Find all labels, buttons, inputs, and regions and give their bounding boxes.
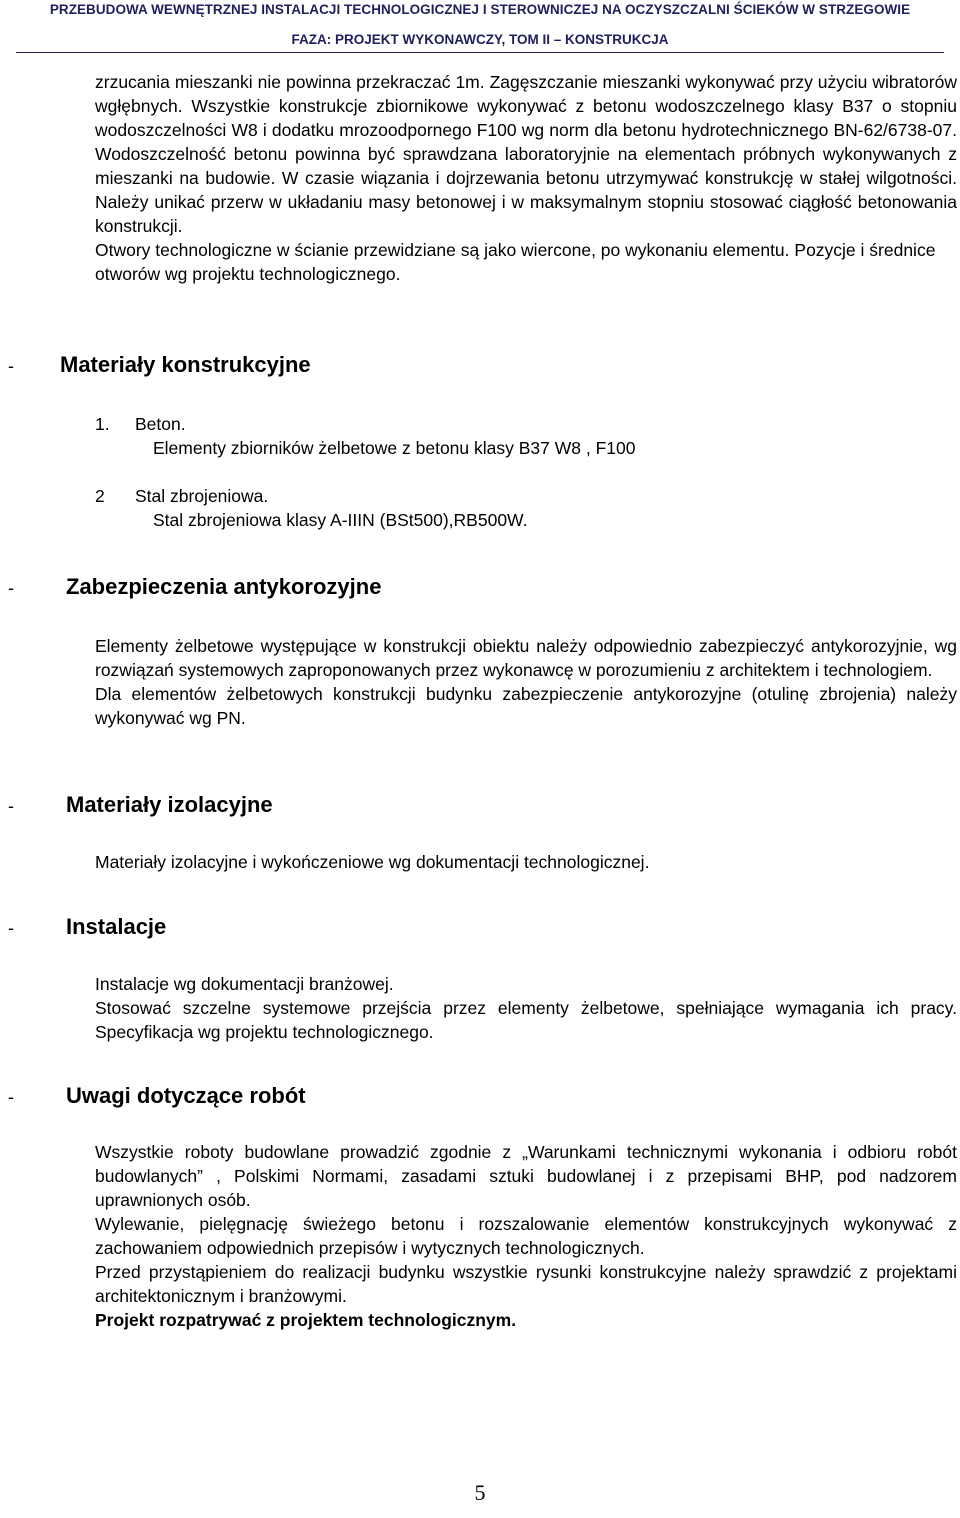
izolacyjne-paragraph: Materiały izolacyjne i wykończeniowe wg dokumentacji technologicznej.: [95, 852, 650, 872]
list-number: 2: [95, 486, 105, 506]
intro-paragraph-concrete: zrzucania mieszanki nie powinna przekraczać 1m. Zagęszczanie mieszanki wykonywać przy użyciu wibratorów wgłębnych. Wszystkie konstrukcje zbiornikowe wykonywać z betonu wodoszczelnego klasy B37 o stopniu wodoszczelności W8 i dodatku mrozoodpornego F100 wg norm dla betonu hydrotechnicznego BN-62/6738-07. Wodoszczelność betonu powinna być sprawdzana laboratoryjnie na elementach próbnych wykonywanych z mieszanki na budowie. W czasie wiązania i dojrzewania betonu utrzymywać konstrukcję w stałej wilgotności. Należy unikać przerw w układaniu masy betonowej i w maksymalnym stopniu stosować ciągłość betonowania konstrukcji.: [95, 72, 957, 236]
section-title: Uwagi dotyczące robót: [66, 1083, 306, 1108]
section-dash: -: [8, 1087, 14, 1107]
uwagi-paragraph-4: Projekt rozpatrywać z projektem technologicznym.: [95, 1310, 517, 1330]
list-number: 1.: [95, 414, 110, 434]
section-title: Zabezpieczenia antykorozyjne: [66, 574, 382, 599]
zabezpieczenia-paragraph-1: Elementy żelbetowe występujące w konstrukcji obiektu należy odpowiednio zabezpieczyć antykorozyjnie, wg rozwiązań systemowych zaproponowanych przez wykonawcę w porozumieniu z architektem i technologiem.: [95, 636, 957, 680]
section-dash: -: [8, 578, 14, 598]
section-title: Materiały izolacyjne: [66, 792, 273, 817]
uwagi-block: [95, 1140, 957, 1332]
instalacje-paragraph-2: Stosować szczelne systemowe przejścia przez elementy żelbetowe, spełniające wymagania ich pracy. Specyfikacja wg projektu technologicznego.: [95, 998, 957, 1042]
list-item: [95, 412, 957, 436]
instalacje-block: [95, 972, 957, 1044]
section-heading-materialy: [8, 352, 948, 378]
izolacyjne-block: [95, 850, 957, 874]
list-item-text: Stal zbrojeniowa klasy A-IIIN (BSt500),RB500W.: [153, 510, 528, 530]
uwagi-paragraph-3: Przed przystąpieniem do realizacji budynku wszystkie rysunki konstrukcyjne należy sprawdzić z projektami architektonicznym i branżowymi.: [95, 1262, 957, 1306]
list-item-title: Stal zbrojeniowa.: [135, 486, 269, 506]
header-rule: [16, 52, 944, 53]
section-title: Materiały konstrukcyjne: [60, 352, 311, 377]
intro-paragraph-openings: Otwory technologiczne w ścianie przewidziane są jako wiercone, po wykonaniu elementu. Pozycje i średnice otworów wg projektu technologicznego.: [95, 240, 936, 284]
section-title: Instalacje: [66, 914, 167, 939]
list-item-title: Beton.: [135, 414, 186, 434]
section-dash: -: [8, 918, 14, 938]
section-heading-zabezpieczenia: [8, 574, 948, 600]
header-project-title: PRZEBUDOWA WEWNĘTRZNEJ INSTALACJI TECHNOLOGICZNEJ I STEROWNICZEJ NA OCZYSZCZALNI ŚCIEKÓW W STRZEGOWIE: [49, 2, 911, 17]
section-dash: -: [8, 796, 14, 816]
section-heading-instalacje: [8, 914, 948, 940]
document-header: [0, 0, 960, 53]
header-phase: FAZA: PROJEKT WYKONAWCZY, TOM II – KONSTRUKCJA: [291, 32, 669, 47]
list-item: [95, 484, 957, 508]
uwagi-paragraph-1: Wszystkie roboty budowlane prowadzić zgodnie z „Warunkami technicznymi wykonania i odbioru robót budowlanych” , Polskimi Normami, zasadami sztuki budowlanej i z przepisami BHP, pod nadzorem uprawnionych osób.: [95, 1142, 957, 1210]
list-item-text: Elementy zbiorników żelbetowe z betonu klasy B37 W8 , F100: [153, 438, 636, 458]
uwagi-paragraph-2: Wylewanie, pielęgnację świeżego betonu i rozszalowanie elementów konstrukcyjnych wykonywać z zachowaniem odpowiednich przepisów i wytycznych technologicznych.: [95, 1214, 957, 1258]
intro-block: [95, 70, 957, 286]
page-number: 5: [474, 1480, 486, 1505]
section-heading-izolacyjne: [8, 792, 948, 818]
instalacje-paragraph-1: Instalacje wg dokumentacji branżowej.: [95, 974, 394, 994]
zabezpieczenia-paragraph-2: Dla elementów żelbetowych konstrukcji budynku zabezpieczenie antykorozyjne (otulinę zbrojenia) należy wykonywać wg PN.: [95, 684, 957, 728]
section-heading-uwagi: [8, 1083, 948, 1109]
zabezpieczenia-block: [95, 634, 957, 730]
section-dash: -: [8, 356, 14, 376]
materialy-list: [95, 412, 957, 532]
